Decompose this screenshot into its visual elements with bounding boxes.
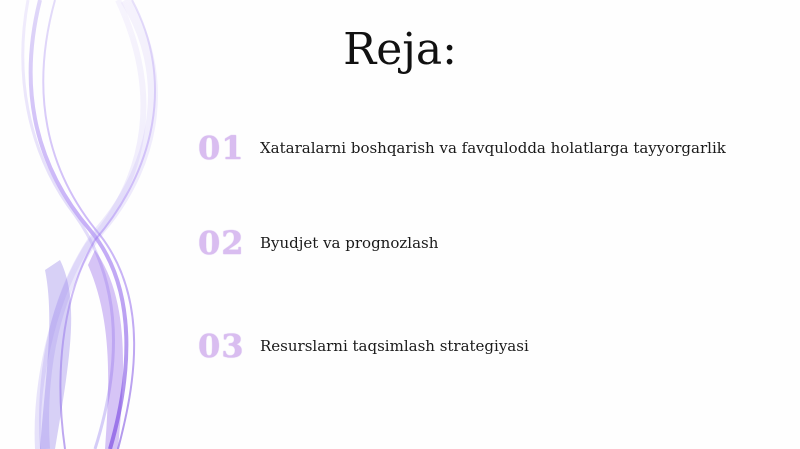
agenda-number: 03 <box>198 327 245 365</box>
agenda-text: Xataralarni boshqarish va favqulodda holatlarga tayyorgarlik <box>260 139 726 157</box>
agenda-item <box>198 326 529 366</box>
agenda-text: Resurslarni taqsimlash strategiyasi <box>260 337 529 355</box>
agenda-number: 02 <box>198 224 245 262</box>
agenda-number: 01 <box>198 129 245 167</box>
agenda-item <box>198 128 726 168</box>
agenda-item <box>198 223 438 263</box>
decorative-ribbon <box>0 0 190 449</box>
agenda-text: Byudjet va prognozlash <box>260 234 439 252</box>
slide-title: Reja: <box>343 24 457 75</box>
